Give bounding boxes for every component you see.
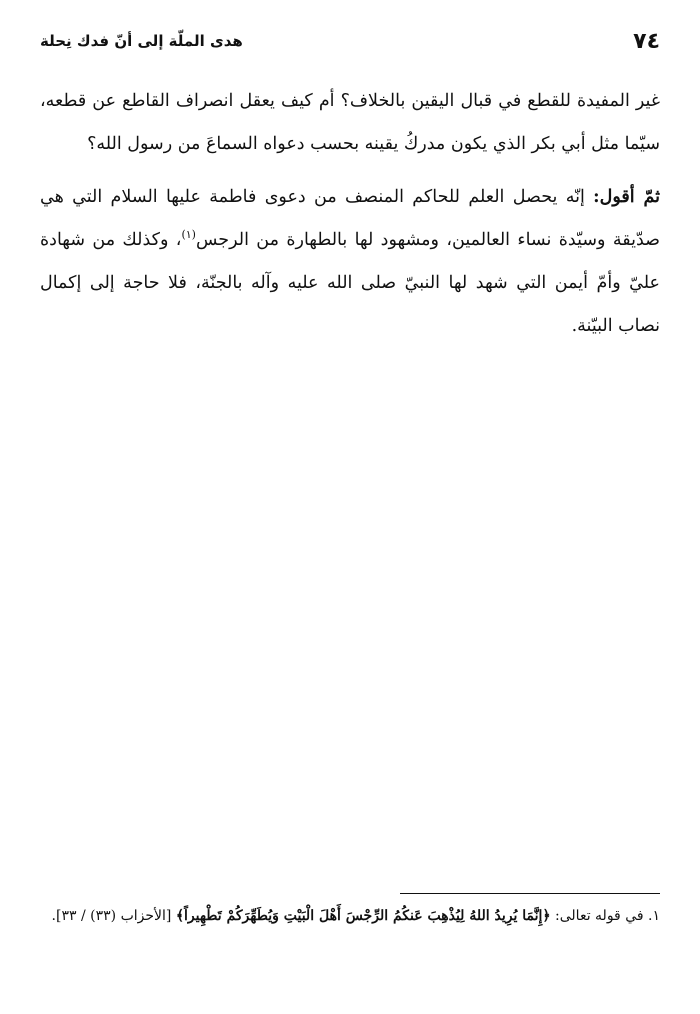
footnote-reference[interactable]: (١) bbox=[181, 228, 196, 242]
page-number: ٧٤ bbox=[633, 28, 660, 54]
paragraph-2-lead: ثمّ أقول: bbox=[593, 187, 660, 207]
paragraph-2 bbox=[40, 176, 660, 348]
paragraph-1: غير المفيدة للقطع في قبال اليقين بالخلاف؟ أم كيف يعقل انصراف القاطع عن قطعه، سيّما مثل أبي بكر الذي يكون مدركُ يقينه بحسب دعواه السماعَ من رسول الله؟ bbox=[40, 91, 660, 154]
running-title: هدى الملّة إلى أنّ فدك نِحلة bbox=[40, 32, 243, 50]
footnote-citation: [الأحزاب (٣٣) / ٣٣]. bbox=[51, 908, 172, 924]
paragraph-2-text-a: إنّه يحصل العلم للحاكم المنصف من دعوى فاطمة عليها السلام التي هي صدّيقة وسيّدة نساء العالمين، ومشهود لها بالطهارة من الرجس bbox=[40, 187, 660, 250]
footnote-divider bbox=[400, 893, 660, 894]
page-header bbox=[40, 26, 660, 56]
main-text bbox=[40, 80, 660, 358]
footnote bbox=[40, 902, 660, 930]
paragraph-2-text-b: ، وكذلك من شهادة عليّ وأمّ أيمن التي شهد لها النبيّ صلى الله عليه وآله بالجنّة، فلا حاجة إلى إكمال نصاب البيّنة. bbox=[40, 230, 660, 336]
footnote-prefix: ١. في قوله تعالى: bbox=[555, 908, 660, 924]
footnote-quran-verse: ﴿إِنَّمَا يُرِيدُ اللهُ لِيُذْهِبَ عَنكُمُ الرِّجْسَ أَهْلَ الْبَيْتِ وَيُطَهِّرَكُمْ تَطْهِيراً﴾ bbox=[175, 908, 551, 924]
